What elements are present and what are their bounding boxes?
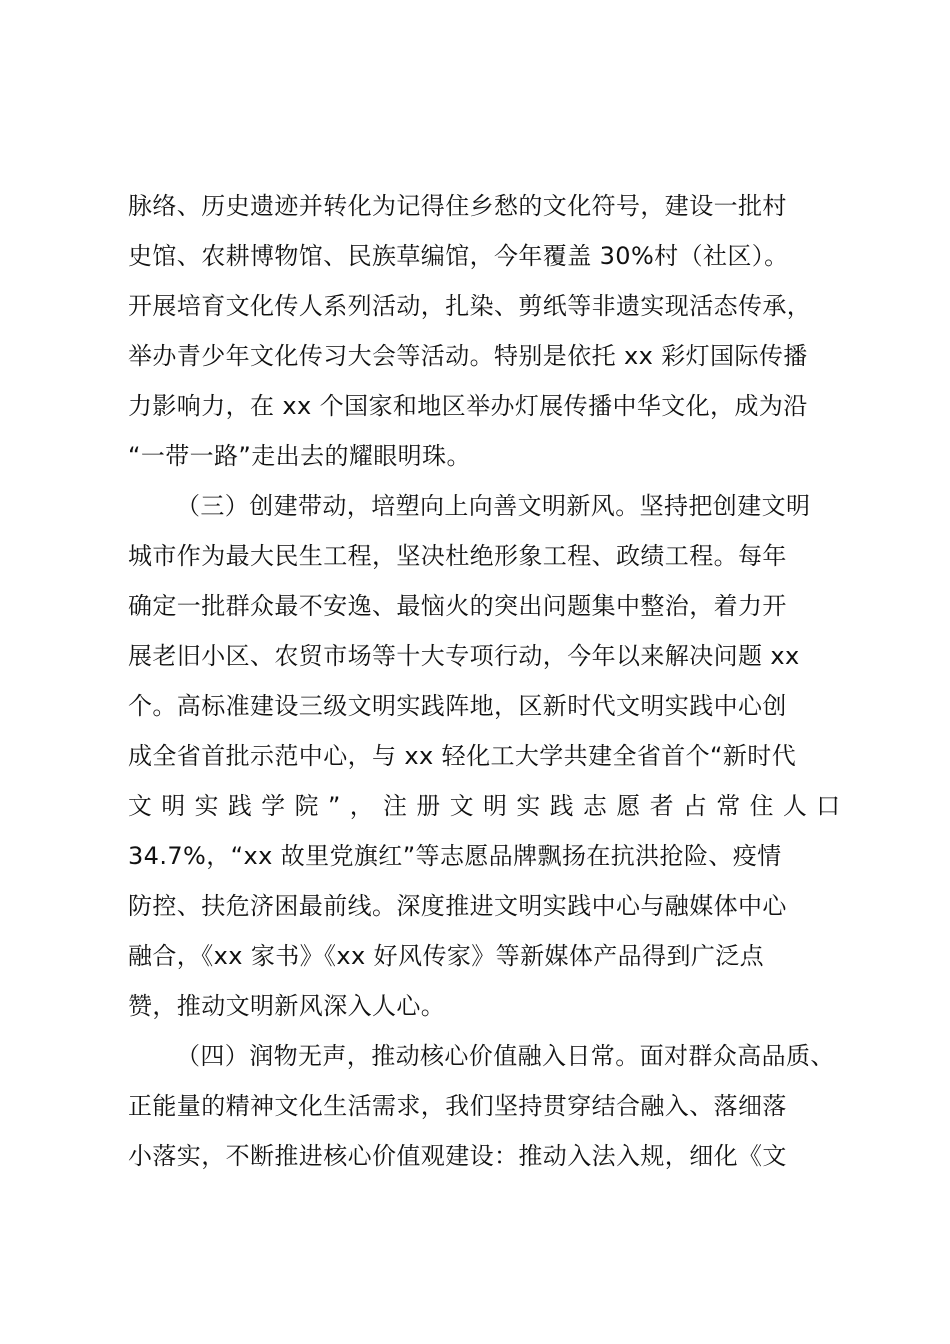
paragraph-heading-three: （三）创建带动，培塑向上向善文明新风。坚持把创建文明: [176, 492, 811, 520]
text-line: 力影响力，在 xx 个国家和地区举办灯展传播中华文化，成为沿: [128, 392, 808, 420]
text-line: 防控、扶危济困最前线。深度推进文明实践中心与融媒体中心: [128, 892, 787, 920]
text-line: 融合，《xx 家书》《xx 好风传家》等新媒体产品得到广泛点: [128, 942, 765, 970]
text-line: 正能量的精神文化生活需求，我们坚持贯穿结合融入、落细落: [128, 1092, 787, 1120]
text-line: 城市作为最大民生工程，坚决杜绝形象工程、政绩工程。每年: [128, 542, 787, 570]
text-line: 34.7%，“xx 故里党旗红”等志愿品牌飘扬在抗洪抢险、疫情: [128, 842, 782, 870]
text-line: 史馆、农耕博物馆、民族草编馆，今年覆盖 30%村（社区）。: [128, 242, 789, 270]
text-line: 个。高标准建设三级文明实践阵地，区新时代文明实践中心创: [128, 692, 787, 720]
text-line: 开展培育文化传人系列活动，扎染、剪纸等非遗实现活态传承，: [128, 292, 812, 320]
text-line: 脉络、历史遗迹并转化为记得住乡愁的文化符号，建设一批村: [128, 192, 787, 220]
paragraph-heading-four: （四）润物无声，推动核心价值融入日常。面对群众高品质、: [176, 1042, 835, 1070]
text-line: 文明实践学院”，注册文明实践志愿者占常住人口: [128, 792, 850, 820]
text-line: “一带一路”走出去的耀眼明珠。: [128, 442, 471, 470]
text-line: 成全省首批示范中心，与 xx 轻化工大学共建全省首个“新时代: [128, 742, 797, 770]
text-line: 举办青少年文化传习大会等活动。特别是依托 xx 彩灯国际传播: [128, 342, 808, 370]
text-line: 赞，推动文明新风深入人心。: [128, 992, 446, 1020]
text-line: 展老旧小区、农贸市场等十大专项行动，今年以来解决问题 xx: [128, 642, 800, 670]
text-line: 小落实，不断推进核心价值观建设：推动入法入规，细化《文: [128, 1142, 787, 1170]
text-line: 确定一批群众最不安逸、最恼火的突出问题集中整治，着力开: [128, 592, 787, 620]
